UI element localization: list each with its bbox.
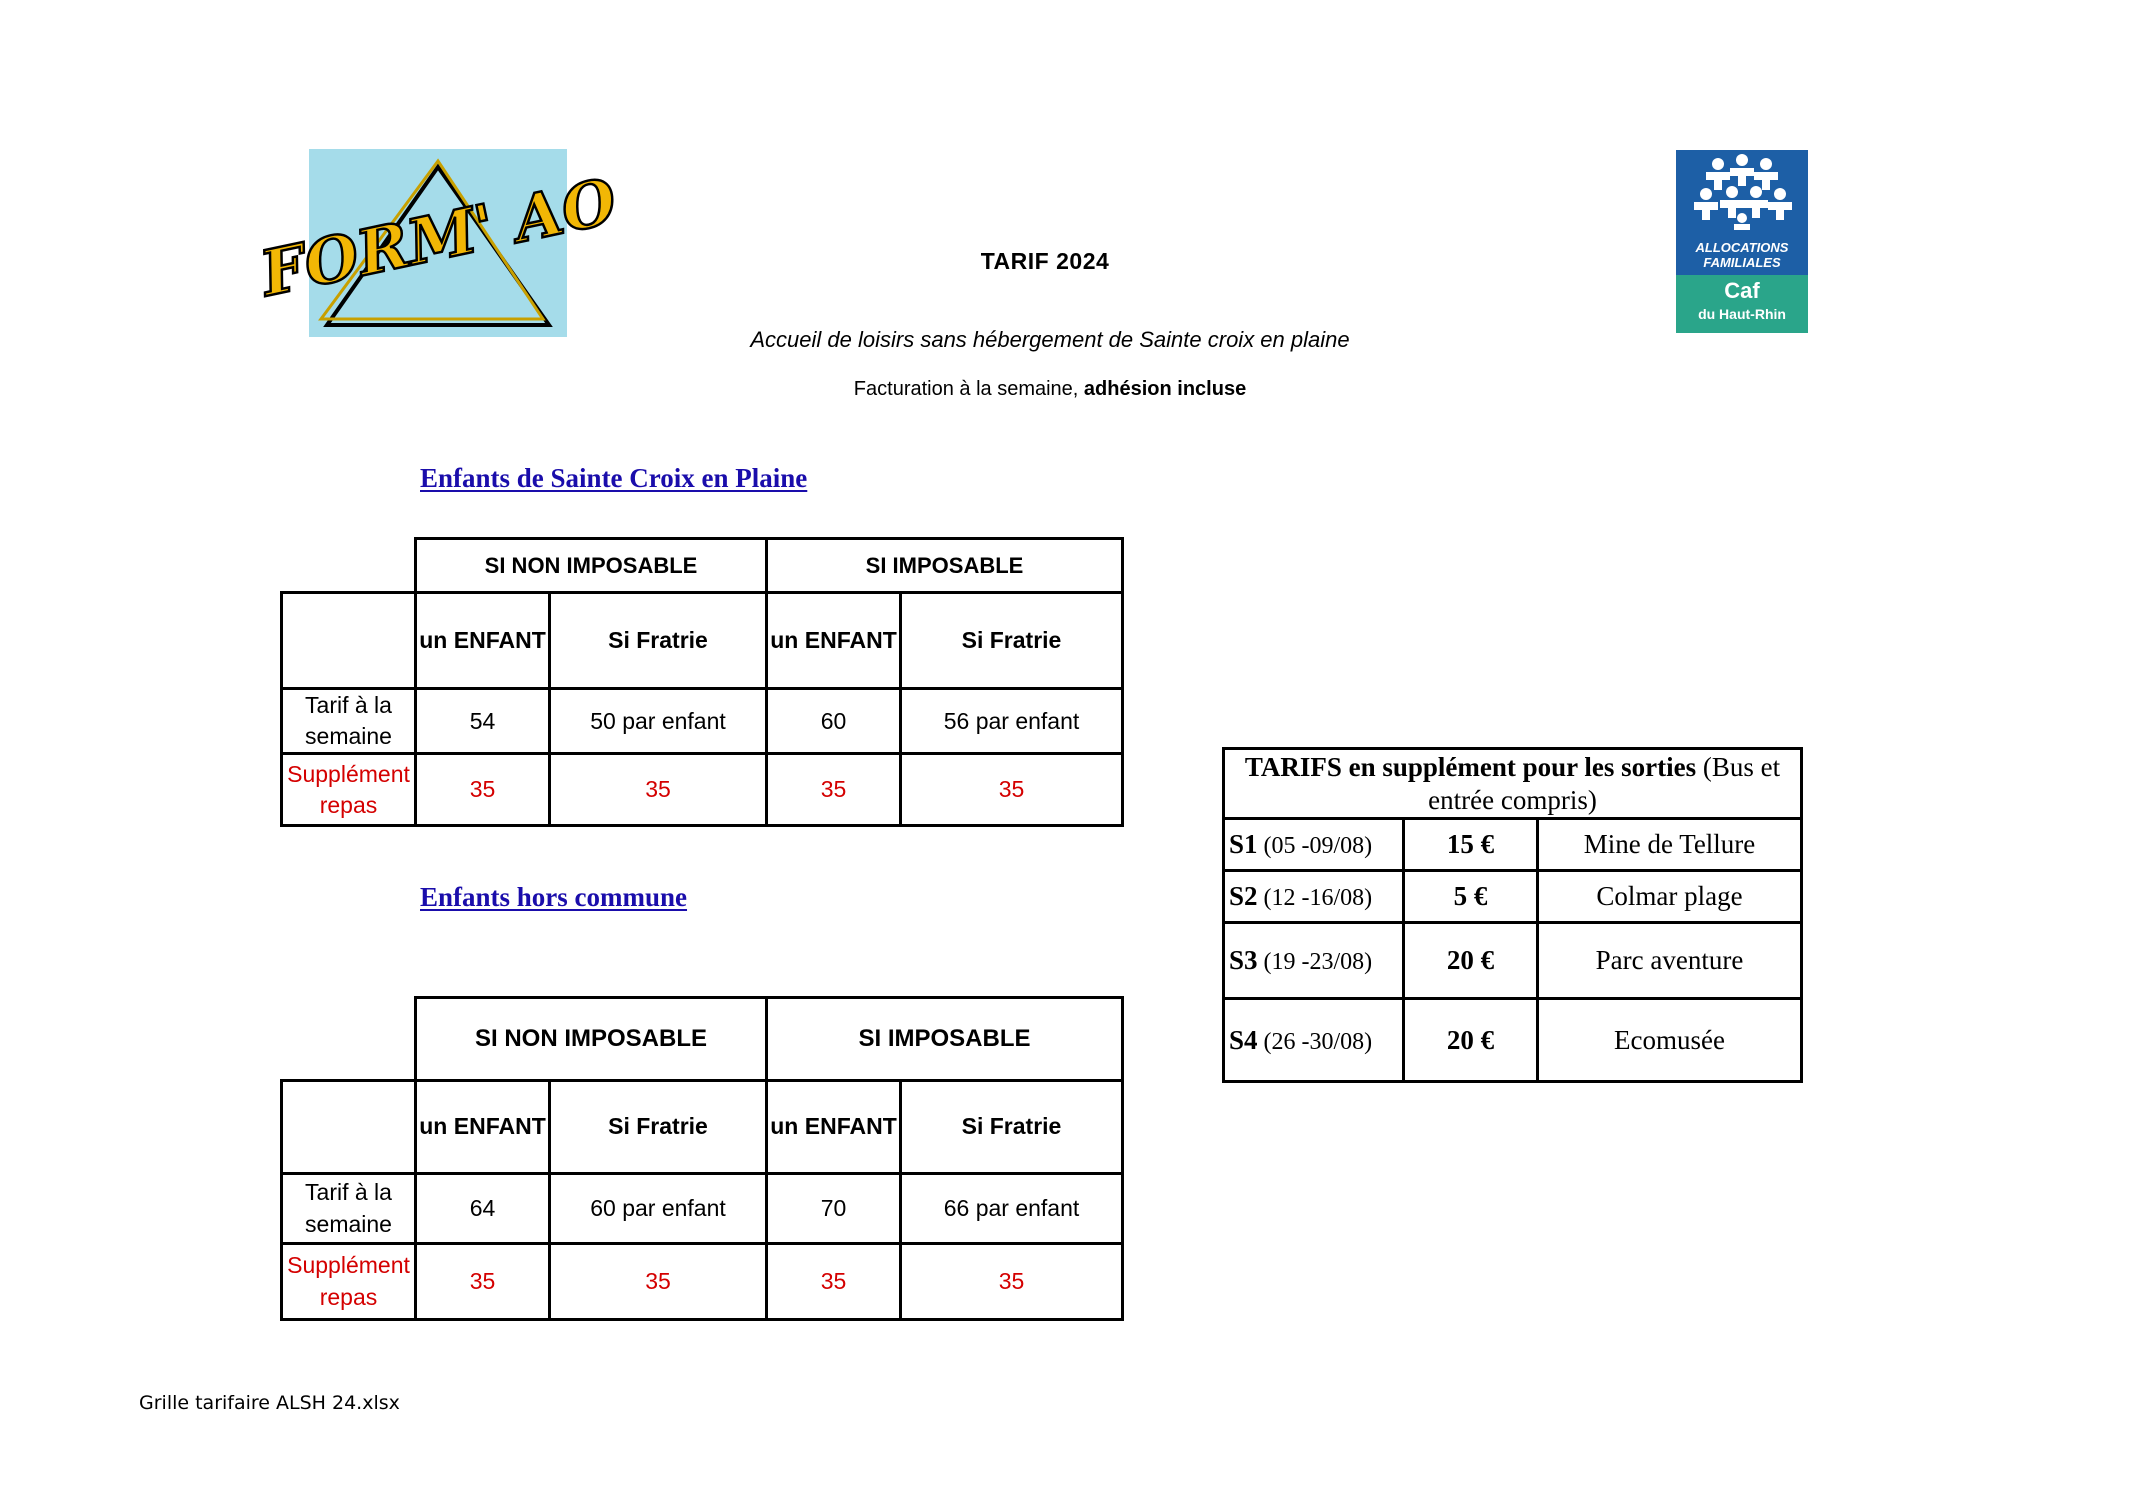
- table-cell: 50 par enfant: [550, 689, 767, 754]
- caf-family-icon: [1676, 150, 1808, 275]
- table-cell: 60 par enfant: [550, 1174, 767, 1244]
- table-cell: 66 par enfant: [901, 1174, 1123, 1244]
- outings-title: [1224, 749, 1802, 819]
- corner-cell: [282, 593, 416, 689]
- table-cell: 35: [416, 754, 550, 826]
- subheader-cell: un ENFANT: [767, 1081, 901, 1174]
- subheader-cell: un ENFANT: [767, 593, 901, 689]
- table-cell: 60: [767, 689, 901, 754]
- table-row: [282, 1244, 1123, 1320]
- table-cell: 35: [901, 1244, 1123, 1320]
- empty-cell: [282, 539, 416, 593]
- table-cell: 35: [767, 1244, 901, 1320]
- outings-table: [1222, 747, 1803, 1083]
- table-cell: 56 par enfant: [901, 689, 1123, 754]
- table-row: [282, 539, 1123, 593]
- week-cell: [1224, 819, 1404, 871]
- caf-line4: du Haut-Rhin: [1698, 306, 1786, 322]
- destination-cell: Colmar plage: [1538, 871, 1802, 923]
- form-ao-logo: [254, 149, 623, 337]
- empty-cell: [282, 998, 416, 1081]
- caf-logo: [1676, 150, 1808, 333]
- form-ao-logo-icon: [254, 149, 623, 337]
- table-row: [1224, 923, 1802, 999]
- subheader-cell: un ENFANT: [416, 593, 550, 689]
- destination-cell: Ecomusée: [1538, 999, 1802, 1082]
- week-cell: [1224, 923, 1404, 999]
- group-header-non-imposable: SI NON IMPOSABLE: [416, 998, 767, 1081]
- group-header-non-imposable: SI NON IMPOSABLE: [416, 539, 767, 593]
- table-cell: 35: [416, 1244, 550, 1320]
- table-row: [282, 754, 1123, 826]
- subheader-cell: Si Fratrie: [550, 1081, 767, 1174]
- week-cell: [1224, 871, 1404, 923]
- section-title-hors-commune[interactable]: Enfants hors commune: [420, 882, 688, 912]
- table-row: [1224, 819, 1802, 871]
- price-table-hors-commune: [280, 996, 1124, 1321]
- week-dates: (19 -23/08): [1263, 949, 1373, 975]
- table-row: [282, 689, 1123, 754]
- price-cell: 20 €: [1404, 923, 1538, 999]
- outings-title-rest: (Bus et entrée compris): [1428, 752, 1781, 815]
- page-title: TARIF 2024: [980, 248, 1110, 274]
- row-label: Tarif à la semaine: [282, 689, 416, 754]
- table-row: [282, 1081, 1123, 1174]
- subheader-cell: Si Fratrie: [550, 593, 767, 689]
- price-cell: 20 €: [1404, 999, 1538, 1082]
- week-code: S3: [1229, 945, 1258, 975]
- subheader-cell: Si Fratrie: [901, 593, 1123, 689]
- table-row: [1224, 999, 1802, 1082]
- footer-filename: Grille tarifaire ALSH 24.xlsx: [139, 1392, 400, 1414]
- price-cell: 5 €: [1404, 871, 1538, 923]
- week-code: S2: [1229, 881, 1258, 911]
- table-row: [282, 593, 1123, 689]
- caf-line3: Caf: [1724, 278, 1760, 303]
- table-row: [282, 998, 1123, 1081]
- destination-cell: Parc aventure: [1538, 923, 1802, 999]
- group-header-imposable: SI IMPOSABLE: [767, 539, 1123, 593]
- table-cell: 70: [767, 1174, 901, 1244]
- week-dates: (12 -16/08): [1263, 885, 1373, 911]
- caf-line1: ALLOCATIONS: [1695, 240, 1789, 255]
- row-label: Tarif à la semaine: [282, 1174, 416, 1244]
- table-row: [1224, 871, 1802, 923]
- destination-cell: Mine de Tellure: [1538, 819, 1802, 871]
- table-cell: 35: [767, 754, 901, 826]
- table-cell: 54: [416, 689, 550, 754]
- row-label: Supplément repas: [282, 1244, 416, 1320]
- week-cell: [1224, 999, 1404, 1082]
- group-header-imposable: SI IMPOSABLE: [767, 998, 1123, 1081]
- billing-bold: adhésion incluse: [1083, 378, 1247, 400]
- table-cell: 35: [550, 754, 767, 826]
- outings-title-bold: TARIFS en supplément pour les sorties: [1244, 752, 1697, 783]
- week-code: S4: [1229, 1024, 1258, 1055]
- week-dates: (05 -09/08): [1263, 833, 1373, 859]
- price-table-sainte-croix: [280, 537, 1124, 827]
- billing-note: [700, 378, 1400, 401]
- row-label: Supplément repas: [282, 754, 416, 826]
- table-cell: 35: [901, 754, 1123, 826]
- caf-logo-bottom: [1676, 275, 1808, 333]
- price-cell: 15 €: [1404, 819, 1538, 871]
- week-dates: (26 -30/08): [1263, 1028, 1373, 1055]
- caf-line2: FAMILIALES: [1703, 255, 1781, 270]
- form-ao-logo-text: FORM' AO: [254, 164, 623, 311]
- subheader-cell: Si Fratrie: [901, 1081, 1123, 1174]
- caf-logo-top: [1676, 150, 1808, 275]
- page-subtitle: Accueil de loisirs sans hébergement de Sainte croix en plaine: [750, 327, 1350, 352]
- table-cell: 64: [416, 1174, 550, 1244]
- table-row: [1224, 749, 1802, 819]
- subheader-cell: un ENFANT: [416, 1081, 550, 1174]
- billing-text: Facturation à la semaine,: [853, 378, 1079, 400]
- table-cell: 35: [550, 1244, 767, 1320]
- week-code: S1: [1229, 829, 1258, 859]
- corner-cell: [282, 1081, 416, 1174]
- table-row: [282, 1174, 1123, 1244]
- section-title-sainte-croix[interactable]: Enfants de Sainte Croix en Plaine: [420, 463, 808, 493]
